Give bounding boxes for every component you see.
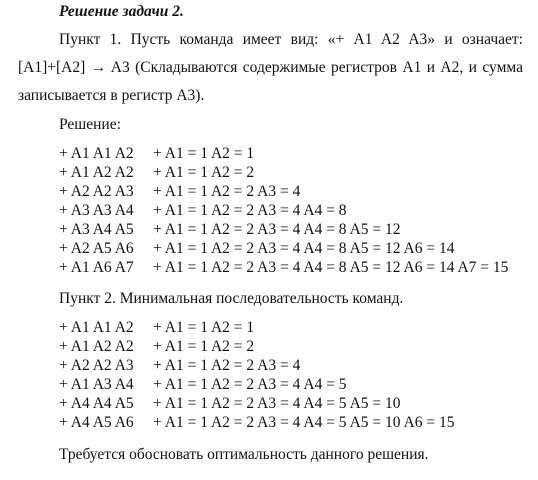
page-title: Решение задачи 2. <box>59 3 184 20</box>
result-cell: + A1 = 1 A2 = 2 A3 = 4 A4 = 8 <box>153 202 347 219</box>
paragraph-line: записывается в регистр A3). <box>18 87 205 104</box>
paragraph-point-2: Пункт 2. Минимальная последовательность команд. <box>59 290 404 307</box>
command-cell: + A2 A5 A6 <box>59 240 134 257</box>
command-cell: + A1 A1 A2 <box>59 145 134 162</box>
paragraph-line: Пункт 1. Пусть команда имеет вид: «+ A1 A2 A3» и означает: <box>59 31 523 48</box>
paragraph-line: [A1]+[A2] → A3 (Складываются содержимые регистров A1 и A2, и сумма <box>18 59 523 76</box>
conclusion-text: Требуется обосновать оптимальность данного решения. <box>59 446 429 463</box>
result-cell: + A1 = 1 A2 = 2 <box>153 164 255 181</box>
result-cell: + A1 = 1 A2 = 2 A3 = 4 <box>153 357 301 374</box>
command-cell: + A1 A1 A2 <box>59 319 134 336</box>
result-cell: + A1 = 1 A2 = 2 <box>153 338 255 355</box>
command-cell: + A3 A3 A4 <box>59 202 134 219</box>
result-cell: + A1 = 1 A2 = 2 A3 = 4 A4 = 8 A5 = 12 <box>153 221 401 238</box>
result-cell: + A1 = 1 A2 = 2 A3 = 4 A4 = 5 A5 = 10 A6 = 15 <box>153 414 455 431</box>
command-cell: + A1 A2 A2 <box>59 164 134 181</box>
command-cell: + A1 A2 A2 <box>59 338 134 355</box>
result-cell: + A1 = 1 A2 = 2 A3 = 4 A4 = 5 A5 = 10 <box>153 395 401 412</box>
command-cell: + A3 A4 A5 <box>59 221 134 238</box>
result-cell: + A1 = 1 A2 = 1 <box>153 145 255 162</box>
result-cell: + A1 = 1 A2 = 2 A3 = 4 A4 = 5 <box>153 376 347 393</box>
solution-label: Решение: <box>59 116 121 133</box>
result-cell: + A1 = 1 A2 = 1 <box>153 319 255 336</box>
result-cell: + A1 = 1 A2 = 2 A3 = 4 <box>153 183 301 200</box>
result-cell: + A1 = 1 A2 = 2 A3 = 4 A4 = 8 A5 = 12 A6 = 14 <box>153 240 455 257</box>
command-cell: + A4 A4 A5 <box>59 395 134 412</box>
command-cell: + A2 A2 A3 <box>59 183 134 200</box>
command-cell: + A2 A2 A3 <box>59 357 134 374</box>
command-cell: + A1 A6 A7 <box>59 259 134 276</box>
command-cell: + A4 A5 A6 <box>59 414 134 431</box>
result-cell: + A1 = 1 A2 = 2 A3 = 4 A4 = 8 A5 = 12 A6 = 14 A7 = 15 <box>153 259 509 276</box>
command-cell: + A1 A3 A4 <box>59 376 134 393</box>
